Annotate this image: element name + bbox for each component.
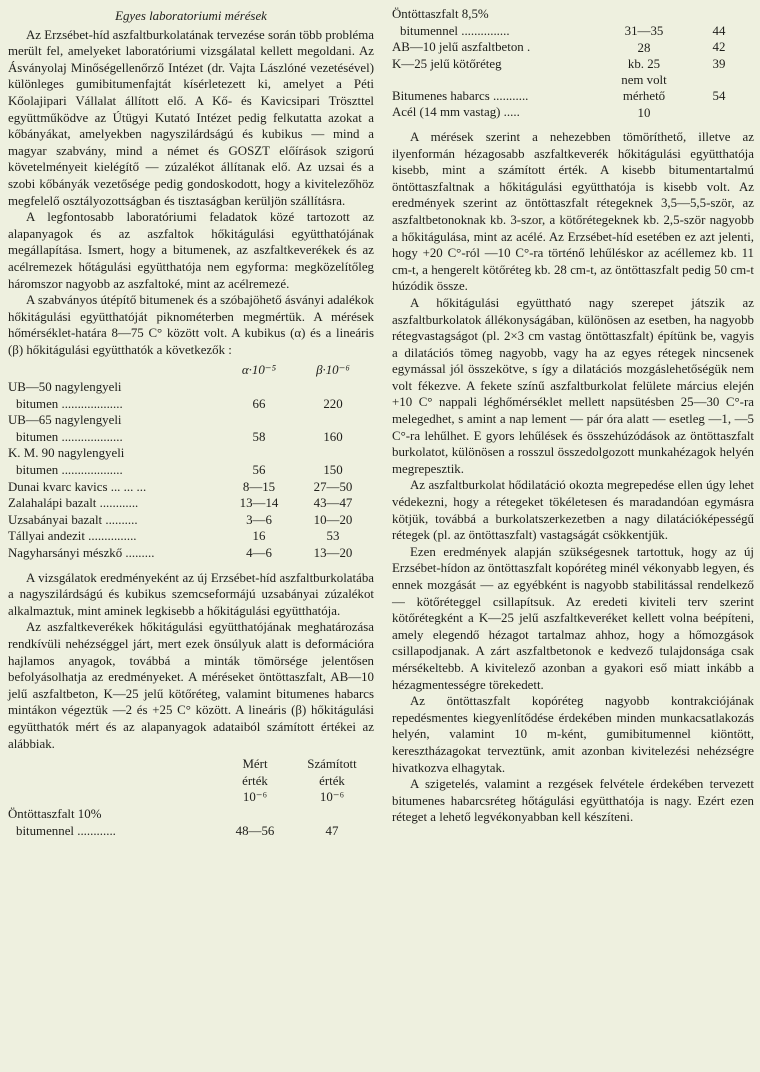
table-row: [8, 806, 374, 823]
table-row: [8, 545, 374, 562]
alpha-value: 58: [252, 429, 266, 444]
table-row: [8, 823, 374, 840]
computed-header-line: 10⁻⁶: [319, 790, 345, 805]
alpha-value: 13—14: [239, 496, 279, 511]
row-label-line: UB—50 nagylengyeli: [8, 380, 122, 395]
row-label: Acél (14 mm vastag) .....: [392, 105, 520, 120]
paragraph: A hőkitágulási együttható nagy szerepet játszik az aszfaltburkolatok állékonyságában, különösen az esetben, ha nagyobb rétegvastagságot (pl. 2×3 cm vastag öntöttaszfalt) építünk be, vagyis a dilatációs tömeg nagyobb, vagy ha az egyes rétegek nincsenek egymással jól összekötve, s így a dilatációs mozgáslehetőségük nem volt fékezve. A fekete színű aszfaltburkolat felülete március elején +10 C° nappali léghőmérséklet mellett napsütésben 25—30 C°-ra melegedhet, s amint a nap lement — pár óra alatt — esetleg —1, —5 C°-ra lehűlhet. E gyors lehűlések és összehúzódások az öntöttaszfalt burkolatot, különösen a rosszul összedolgozott munkahézagok helyén megrepesztik.: [392, 295, 754, 476]
alpha-column-header: α·10⁻⁵: [241, 363, 277, 378]
alpha-value: 56: [252, 463, 266, 478]
beta-value: 160: [323, 429, 343, 444]
computed-value: 42: [712, 40, 726, 55]
measured-header-line: érték: [242, 773, 268, 788]
row-label: Dunai kvarc kavics ... ... ...: [8, 479, 147, 494]
measured-value: 28: [637, 40, 651, 55]
row-label: bitumennel ............: [16, 823, 116, 838]
computed-header: [290, 756, 374, 806]
table-row: [392, 56, 754, 73]
beta-value: 43—47: [313, 496, 353, 511]
row-label: bitumen ...................: [16, 396, 123, 411]
row-label: AB—10 jelű aszfaltbeton .: [392, 40, 531, 55]
expansion-coefficient-table: [8, 362, 374, 561]
table-row: [8, 445, 374, 462]
table-row: [8, 396, 374, 413]
row-label: Zalahalápi bazalt ............: [8, 496, 139, 511]
measured-value: 48—56: [235, 823, 275, 838]
computed-value: 47: [325, 823, 339, 838]
right-column: [392, 6, 754, 826]
computed-header-line: Számított: [307, 757, 357, 772]
beta-value: 13—20: [313, 546, 353, 560]
table-row: [8, 429, 374, 446]
measured-value: 10: [637, 105, 651, 120]
table-row: [392, 39, 754, 56]
measured-computed-table-continued: [392, 6, 754, 121]
alpha-value: 4—6: [246, 546, 272, 560]
measured-header-line: 10⁻⁶: [242, 790, 268, 805]
paragraph: A mérések szerint a nehezebben tömöríthető, illetve az ilyenformán hézagosabb aszfaltkeverék hőkitágulási együtthatója kisebb, mint a számított érték. A kisebb bitumentartalmú öntöttaszfaltnak a hőkitágulási együtthatója is kisebb volt. Az eredmények szerint az öntöttaszfalt rétegeknek 3,5—5,5-ször, az aszfaltbetonoknak kb. 3-szor, a kötőrétegeknek kb. 2,5-ször nagyobb a hőkitágulása, mint az acélé. Az Erzsébet-híd esetében ez azt jelenti, hogy +20 C°-ról —10 C°-ra történő lehűléskor az acéllemez kb. 11 cm-t, a hengerelt kötőréteg kb. 28 cm-t, az öntöttaszfalt pedig 50 cm-t húzódik össze.: [392, 129, 754, 294]
row-label: bitumen ...................: [16, 429, 123, 444]
beta-value: 27—50: [313, 479, 353, 494]
paragraph: A vizsgálatok eredményeként az új Erzsébet-híd aszfaltburkolatába a nagyszilárdságú és kubikus szemcseformájú uzsabányai zúzalékot alkalmaztuk, mint aminek legkisebb a hőkitágulási együtthatója.: [8, 570, 374, 618]
table-row: [8, 495, 374, 512]
computed-value: 44: [712, 23, 726, 38]
paragraph: A szabványos útépítő bitumenek és a szóbajöhető ásványi adalékok hőkitágulási együtthatóját piknométerben megmértük. A mérések hőmérséklet-határa 8—75 C° között volt. A kubikus (α) és a lineáris (β) hőkitágulási együtthatók a következők :: [8, 293, 374, 357]
measured-value: kb. 25: [627, 57, 661, 72]
table-row: [8, 512, 374, 529]
computed-value: 54: [712, 88, 726, 103]
table-row: [8, 462, 374, 479]
measured-value: 31—35: [624, 24, 664, 39]
row-label: Uzsabányai bazalt ..........: [8, 512, 138, 527]
row-label: K—25 jelű kötőréteg: [392, 56, 502, 71]
table-row: [392, 72, 754, 104]
row-label: bitumen ...................: [16, 463, 123, 478]
beta-value: 150: [323, 463, 343, 478]
beta-value: 10—20: [313, 512, 353, 527]
row-label-line: Öntöttaszfalt 10%: [8, 806, 102, 821]
paragraph: Az öntöttaszfalt kopóréteg nagyobb kontrakciójának repedésmentes kiegyenlítődése érdekében minden munkacsatlakozás helyén, valamint 10 m-ként, gumibitumennel kiöntött, keresztházagokat terveztünk, amit azonban kivitelezési nehézségre hivatkozva elhagytak.: [392, 694, 754, 775]
beta-column-header: β·10⁻⁶: [316, 363, 350, 378]
row-label: Nagyharsányi mészkő .........: [8, 546, 155, 560]
row-label-line: UB—65 nagylengyeli: [8, 413, 122, 428]
computed-value: 39: [712, 56, 726, 71]
table-row: [8, 479, 374, 496]
alpha-value: 16: [252, 529, 266, 544]
paragraph: A szigetelés, valamint a rezgések felvétele érdekében tervezett bitumenes habarcsréteg hőtágulási együtthatója is nagy. Ezért ezen réteget a lehető legvékonyabban kell készíteni.: [392, 777, 754, 825]
alpha-value: 8—15: [242, 479, 276, 494]
paragraph: Ezen eredmények alapján szükségesnek tartottuk, hogy az új Erzsébet-hídon az öntöttaszfalt kopóréteg minél vékonyabb legyen, és ennek mozgását — az egyébként is nagyobb stabilitással rendelkező — kötőréteggel csillapítsuk. Az eredeti kiviteli terv szerint kötőrétegként a K—25 jelű aszfaltkeveréket kellett volna beépíteni, amely elegendő hézagot tartalmaz ahhoz, hogy a hőmozgások csillapodjanak. A zárt aszfaltbetonok e kedvező tulajdonsága csak mérsékeltebb. A kivitelező azonban a gyakori eső miatt inkább a hézagmentességre törekedett.: [392, 544, 754, 692]
table-header: [8, 362, 374, 379]
table-row: [392, 104, 754, 121]
measured-computed-table: [8, 756, 374, 839]
paragraph: Az aszfaltkeverékek hőkitágulási együtthatójának meghatározása rendkívüli nehézséggel járt, mert ezek önsúlyuk alatt is deformációra hajlamos anyagok, továbbá a minták tömörsége jelentősen befolyásolhatja az eredményeket. A méréseket öntöttaszfalt, AB—10 jelű aszfaltbeton, K—25 jelű kötőréteg, valamint bitumenes habarcs mintákon végeztük —2 és +25 C° között. A lineáris (β) hőkitágulási együtthatók mért és az alapanyagok adataiból számított értékei az alábbiak.: [8, 620, 374, 751]
left-column: [8, 6, 374, 839]
beta-value: 53: [326, 529, 340, 544]
measured-header-line: Mért: [242, 757, 268, 772]
paragraph: Az aszfaltburkolat hődilatáció okozta megrepedése ellen úgy lehet védekezni, hogy a rétegeket tökéletesen és maradandóan egymásra kötjük, továbbá a burkolatszerkezetben a nagy dilatációképességű rétegek (pl. az öntöttaszfalt) vastagságát csökkentjük.: [392, 478, 754, 543]
beta-value: 220: [323, 396, 343, 411]
row-label-line: K. M. 90 nagylengyeli: [8, 446, 125, 461]
paragraph: Az Erzsébet-híd aszfaltburkolatának tervezése során több probléma merült fel, amelyeket laboratóriumi vizsgálatal kellett megoldani. Az Ásványolaj Minőségellenőrző Intézet (dr. Vajta Lászlóné vezetésével) különleges gumibitumenfajtát kísérletezett ki, amelyet a Péti Kőolajipari Vállalat állított elő. A Kő- és Kavicsipari Tröszttel együttműködve az Útügyi Kutató Intézet pedig felkutatta azokat a kőbányákat, amelyekben nagyszilárdságú és kubikus — mind a magyar szabvány, mind a német és GOSZT előírások szigorú követelményeit kielégítő — zúzalékot állítanak elő. Az uzsai és a szobi kőbányák vezetősége pedig gondoskodott, hogy a kivitelezőhöz megfelelő osztályozottságban és tisztaságban kerüljön szállításra.: [8, 27, 374, 208]
section-title: Egyes laboratoriumi mérések: [115, 9, 267, 23]
measured-value: nem volt mérhető: [621, 73, 667, 104]
table-header: [8, 756, 374, 806]
alpha-value: 66: [252, 396, 266, 411]
table-row: [8, 412, 374, 429]
table-row: [8, 528, 374, 545]
table-row: [8, 379, 374, 396]
alpha-value: 3—6: [246, 512, 272, 527]
measured-header: [220, 756, 290, 806]
table-row: [392, 23, 754, 40]
paragraph: A legfontosabb laboratóriumi feladatok közé tartozott az alapanyagok és az aszfaltok hőkitágulási együtthatójának megállapítása. Ismert, hogy a bitumenek, az aszfaltkeverékek és az acélremezek hőtágulási együtthatója nem egyforma: megközelítőleg háromszor nagyobb az aszfaltoké, mint az acélremezé.: [8, 210, 374, 291]
row-label-line: Öntöttaszfalt 8,5%: [392, 7, 489, 21]
computed-header-line: érték: [319, 773, 345, 788]
row-label: Tállyai andezit ...............: [8, 529, 137, 544]
row-label: bitumennel ...............: [400, 23, 510, 38]
table-row: [392, 6, 754, 23]
row-label: Bitumenes habarcs ...........: [392, 88, 529, 103]
